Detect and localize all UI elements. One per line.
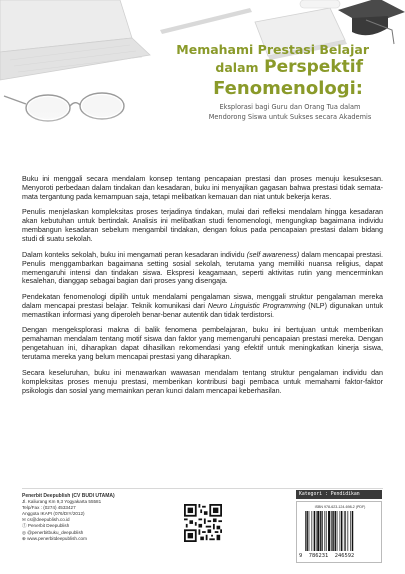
title-line-2-small: dalam — [215, 60, 259, 75]
subtitle-line-1: Eksplorasi bagi Guru dan Orang Tua dalam — [219, 103, 361, 111]
publisher-email[interactable]: cs@deepublish.co.id — [27, 517, 70, 523]
email-icon: ✉ — [22, 517, 26, 523]
isbn-barcode-box — [296, 501, 382, 563]
publisher-web[interactable]: www.penerbitdeepublish.com — [27, 535, 87, 541]
paragraph-3-b: dalam mencapai prestasi. Penulis menggambarkan bagaimana setting sosial sekolah, terutama yang memiliki nuansa religius, dapat memengaruhi intensi dan tindakan siswa. Ekspresi keagamaan, seperti aktivitas rutin yang mencerminkan kesalehan, dianggap sebagai bagian dari proses yang disengaja. — [22, 250, 383, 286]
barcode-bar — [335, 511, 336, 551]
paragraph-6: Secara keseluruhan, buku ini menawarkan wawasan mendalam tentang struktur pengalaman individu dan kompleksitas proses menuju prestasi, memberikan kontribusi bagi pembaca untuk memahami faktor-faktor psikologis dan sosial yang memainkan peran kunci dalam mencapai keberhasilan. — [22, 368, 383, 395]
barcode-bar — [309, 511, 310, 551]
barcode-bar — [306, 511, 307, 551]
paragraph-3-italic: (self awareness) — [246, 250, 300, 259]
barcode-bar — [326, 511, 327, 551]
footer-divider — [22, 488, 383, 489]
barcode-bar — [337, 511, 338, 551]
barcode-bar — [320, 511, 321, 551]
barcode-bar — [328, 511, 330, 551]
barcode-bar — [322, 511, 323, 551]
paragraph-2: Penulis menjelaskan kompleksitas proses terjadinya tindakan, mulai dari refleksi mendalam hingga kesadaran akan kebutuhan untuk bertindak. Analisis ini melibatkan studi fenomenologi, mengungkap bagaimana individu membangun kesadaran sebelum mengambil tindakan, dengan fokus pada pencapaian prestasi dalam bidang studi di suatu sekolah. — [22, 208, 383, 244]
publisher-member: Anggota IKAPI (076/DIY/2012) — [22, 511, 85, 517]
barcode-bar — [332, 511, 333, 551]
paragraph-5: Dengan mengeksplorasi makna di balik fenomena pembelajaran, buku ini bertujuan untuk memberikan pemahaman mendalam tentang motif siswa dan faktor yang memengaruhi pencapaian prestasi mereka. Dengan pengetahuan ini, diharapkan dapat dihasilkan rekomendasi yang efektif untuk meningkatkan kinerja siswa, terutama mereka yang belum mencapai prestasi yang diharapkan. — [22, 326, 383, 362]
publisher-phone: Telp/Fax : (0274) 4533427 — [22, 505, 76, 511]
instagram-icon: ◎ — [22, 529, 27, 535]
publisher-name: Penerbit Deepublish (CV BUDI UTAMA) — [22, 493, 115, 499]
title-line-3: Fenomenologi: — [213, 78, 363, 99]
synopsis — [22, 175, 383, 402]
isbn-number: ISBN 978-623-124-698-2 (PDF) — [314, 505, 366, 509]
title-line-2 — [150, 57, 395, 78]
barcode-digits-right: 246592 — [334, 553, 355, 559]
barcode-bar — [352, 511, 353, 551]
publisher-address: Jl. Kaliurang Km 9,3 Yogyakarta 55581 — [22, 499, 102, 505]
barcode-bar — [317, 511, 319, 551]
barcode-bar — [311, 511, 312, 551]
paragraph-1: Buku ini menggali secara mendalam konsep tentang pencapaian prestasi dan proses menuju kesuksesan. Menyoroti perbedaan dalam tindakan dan kesadaran, buku ini menyajikan gagasan bahwa prestasi tidak semata-mata tergantung pada kemampuan saja, tetapi melibatkan kemauan dan niat untuk bekerja keras. — [22, 175, 383, 201]
globe-icon: ⊕ — [22, 535, 26, 541]
publisher-social-1[interactable]: Penerbit Deepublish — [27, 523, 70, 529]
barcode-digits-left: 786231 — [308, 553, 329, 559]
barcode-bar — [347, 511, 348, 551]
barcode-digits — [299, 553, 383, 559]
barcode-bar — [305, 511, 306, 551]
publisher-info — [22, 493, 172, 542]
qr-code-icon[interactable] — [184, 504, 222, 542]
paragraph-3 — [22, 251, 383, 287]
paragraph-4-italic: Neuro Linguistic Programming — [207, 301, 306, 310]
barcode-bar — [340, 511, 341, 551]
barcode-bar — [331, 511, 332, 551]
subtitle — [190, 103, 390, 122]
publisher-web-row — [22, 536, 172, 542]
category-label: Kategori : Pendidikan — [296, 490, 382, 499]
paragraph-4-a: Pendekatan fenomenologi dipilih untuk mendalami pengalaman siswa, menggali struktur pengalaman mereka dalam mencapai prestasi belajar. Teknik komunikasi dari — [22, 293, 383, 310]
publisher-social-2[interactable]: @penerbitbuku_deepublish — [27, 529, 84, 535]
barcode-bar — [341, 511, 342, 551]
barcode-bar — [344, 511, 345, 551]
barcode-bar — [314, 511, 315, 551]
facebook-icon: ⓕ — [22, 523, 27, 529]
barcode-icon — [305, 511, 377, 551]
title-line-2-big: Perspektif — [264, 57, 363, 77]
paragraph-4 — [22, 293, 383, 320]
barcode-bar — [316, 511, 317, 551]
barcode-bar — [350, 511, 351, 551]
paragraph-3-a: Dalam konteks sekolah, buku ini mengamati peran kesadaran individu — [22, 250, 247, 259]
subtitle-line-2: Mendorong Siswa untuk Sukses secara Akademis — [208, 112, 372, 121]
book-title — [150, 42, 395, 122]
barcode-digit-lead: 9 — [299, 553, 303, 559]
barcode-bar — [324, 511, 325, 551]
barcode-bar — [345, 511, 346, 551]
title-line-1: Memahami Prestasi Belajar — [176, 42, 369, 57]
paragraph-4-b: (NLP) digunakan untuk memastikan informasi yang diperoleh benar-benar autentik dan tidak terdistorsi. — [22, 301, 383, 319]
